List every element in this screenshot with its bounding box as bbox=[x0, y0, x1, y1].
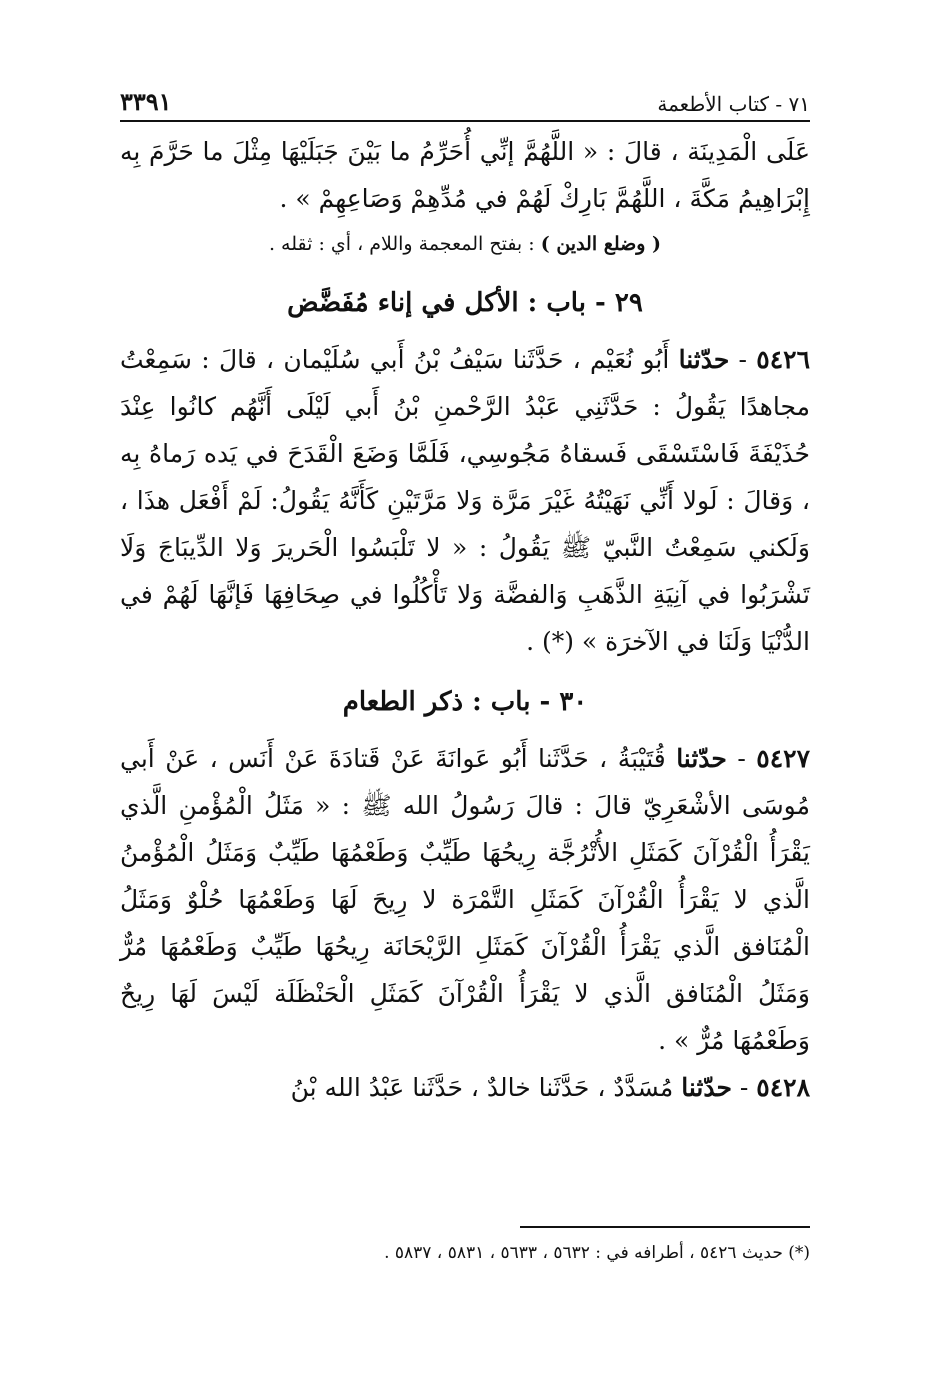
hadith-number: ٥٤٢٨ bbox=[756, 1073, 810, 1102]
hadith-text: مُسَدَّدٌ ، حَدَّثَنا خالدٌ ، حَدَّثَنا عَبْدُ الله بْنُ bbox=[290, 1073, 682, 1102]
hadith-lead: حدّثنا bbox=[681, 1073, 732, 1102]
chapter-heading-30: ٣٠ - باب : ذكر الطعام bbox=[342, 687, 588, 717]
hadith-5427: ٥٤٢٧ - حدّثنا قُتَيْبَةُ ، حَدَّثَنا أَبُو عَوانَةَ عَنْ قَتادَةَ عَنْ أَنَس ، عَنْ أَبي مُوسَى الأشْعَرِيّ قالَ : قالَ رَسُولُ الله ﷺ : « مَثَلُ الْمُؤْمنِ الَّذي يَقْرَأُ الْقُرْآنَ كَمَثَلِ الأُتْرُجَّة رِيحُهَا طَيِّبٌ وَطَعْمُهَا طَيِّبٌ وَمَثَلُ الْمُؤْمنُ الَّذي لا يَقْرَأُ الْقُرْآنَ كَمَثَلِ التَّمْرَة لا رِيحَ لَهَا وَطَعْمُهَا حُلْوٌ وَمَثَلُ الْمُنَافق الَّذي يَقْرَأُ الْقُرْآنَ كَمَثَلِ الرَّيْحَانَة رِيحُهَا طَيِّبٌ وَطَعْمُهَا مُرٌّ وَمَثَلُ الْمُنَافق الَّذي لا يَقْرَأُ الْقُرْآنَ كَمَثَلِ الْحَنْظَلَة لَيْسَ لَهَا رِيحٌ وَطَعْمُهَا مُرٌّ » . bbox=[120, 744, 811, 1055]
hadith-number: ٥٤٢٧ bbox=[756, 744, 811, 773]
footnote: (*) حديث ٥٤٢٦ ، أطرافه في : ٥٦٣٢ ، ٥٦٣٣ ، ٥٨٣١ ، ٥٨٣٧ . bbox=[384, 1243, 810, 1263]
hadith-text: قُتَيْبَةُ ، حَدَّثَنا أَبُو عَوانَةَ عَنْ قَتادَةَ عَنْ أَنَس ، عَنْ أَبي مُوسَى الأشْعَرِيّ قالَ : قالَ رَسُولُ الله ﷺ : « مَثَلُ الْمُؤْمنِ الَّذي يَقْرَأُ الْقُرْآنَ كَمَثَلِ الأُتْرُجَّة رِيحُهَا طَيِّبٌ وَطَعْمُهَا طَيِّبٌ وَمَثَلُ الْمُؤْمنُ الَّذي لا يَقْرَأُ الْقُرْآنَ كَمَثَلِ التَّمْرَة لا رِيحَ لَهَا وَطَعْمُهَا حُلْوٌ وَمَثَلُ الْمُنَافق الَّذي يَقْرَأُ الْقُرْآنَ كَمَثَلِ الرَّيْحَانَة رِيحُهَا طَيِّبٌ وَطَعْمُهَا مُرٌّ وَمَثَلُ الْمُنَافق الَّذي لا يَقْرَأُ الْقُرْآنَ كَمَثَلِ الْحَنْظَلَة لَيْسَ لَهَا رِيحٌ وَطَعْمُهَا مُرٌّ » . bbox=[120, 744, 810, 1055]
page-number: ٣٣٩١ bbox=[120, 87, 172, 116]
note-term: ( وضلع الدين ) bbox=[540, 233, 662, 255]
book-page bbox=[120, 78, 810, 1328]
footnote-divider bbox=[520, 1226, 810, 1228]
chapter-heading-29: ٢٩ - باب : الأكل في إناء مُفَضَّض bbox=[287, 288, 643, 318]
page-header bbox=[120, 78, 810, 122]
hadith-lead: حدّثنا bbox=[678, 345, 730, 374]
hadith-text: أَبُو نُعَيْم ، حَدَّثَنا سَيْفُ بْنُ أَبي سُلَيْمان ، قالَ : سَمِعْتُ مجاهدًا يَقُولُ : حَدَّثَنِي عَبْدُ الرَّحْمنِ بْنُ أَبي لَيْلَى أَنَّهُم كانُوا عِنْدَ حُذَيْفَةَ فَاسْتَسْقَى فَسقاهُ مَجُوسِي، فَلَمَّا وَضَعَ الْقَدَحَ في يَده رَماهُ بِه ، وَقالَ : لَولا أَنِّي نَهَيْتُهُ غَيْرَ مَرَّة وَلا مَرَّتَيْنِ كَأَنَّهُ يَقُولُ: لَمْ أَفْعَل هذَا ، وَلَكني سَمِعْتُ النَّبيّ ﷺ يَقُولُ : « لا تَلْبَسُوا الْحَريرَ وَلا الدِّيبَاجَ وَلَا تَشْرَبُوا في آنِيَةِ الذَّهَبِ وَالفضَّة وَلا تَأْكُلُوا في صِحَافِهَا فَإنَّهَا لَهُمْ في الدُّنْيَا وَلَنَا في الآخرَة » (*) . bbox=[120, 345, 811, 656]
continuation-paragraph: عَلَى الْمَدِينَة ، قالَ : « اللَّهُمَّ إنِّي أُحَرِّمُ ما بَيْنَ جَبَلَيْهَا مِثْلَ ما حَرَّمَ بِه إِبْرَاهِيمُ مَكَّةَ ، اللَّهُمَّ بَارِكْ لَهُمْ في مُدِّهِمْ وَصَاعِهِمْ » . bbox=[120, 137, 810, 213]
hadith-number: ٥٤٢٦ bbox=[756, 345, 810, 374]
explanatory-note bbox=[120, 222, 810, 266]
note-explanation: : بفتح المعجمة واللام ، أي : ثقله . bbox=[268, 233, 541, 255]
hadith-5428: ٥٤٢٨ - حدّثنا مُسَدَّدٌ ، حَدَّثَنا خالدٌ ، حَدَّثَنا عَبْدُ الله بْنُ bbox=[290, 1073, 810, 1102]
book-section-title: ٧١ - كتاب الأطعمة bbox=[657, 92, 810, 116]
hadith-lead: حدّثنا bbox=[676, 744, 727, 773]
hadith-5426: ٥٤٢٦ - حدّثنا أَبُو نُعَيْم ، حَدَّثَنا سَيْفُ بْنُ أَبي سُلَيْمان ، قالَ : سَمِعْتُ مجاهدًا يَقُولُ : حَدَّثَنِي عَبْدُ الرَّحْمنِ بْنُ أَبي لَيْلَى أَنَّهُم كانُوا عِنْدَ حُذَيْفَةَ فَاسْتَسْقَى فَسقاهُ مَجُوسِي، فَلَمَّا وَضَعَ الْقَدَحَ في يَده رَماهُ بِه ، وَقالَ : لَولا أَنِّي نَهَيْتُهُ غَيْرَ مَرَّة وَلا مَرَّتَيْنِ كَأَنَّهُ يَقُولُ: لَمْ أَفْعَل هذَا ، وَلَكني سَمِعْتُ النَّبيّ ﷺ يَقُولُ : « لا تَلْبَسُوا الْحَريرَ وَلا الدِّيبَاجَ وَلَا تَشْرَبُوا في آنِيَةِ الذَّهَبِ وَالفضَّة وَلا تَأْكُلُوا في صِحَافِهَا فَإنَّهَا لَهُمْ في الدُّنْيَا وَلَنَا في الآخرَة » (*) . bbox=[120, 345, 811, 656]
